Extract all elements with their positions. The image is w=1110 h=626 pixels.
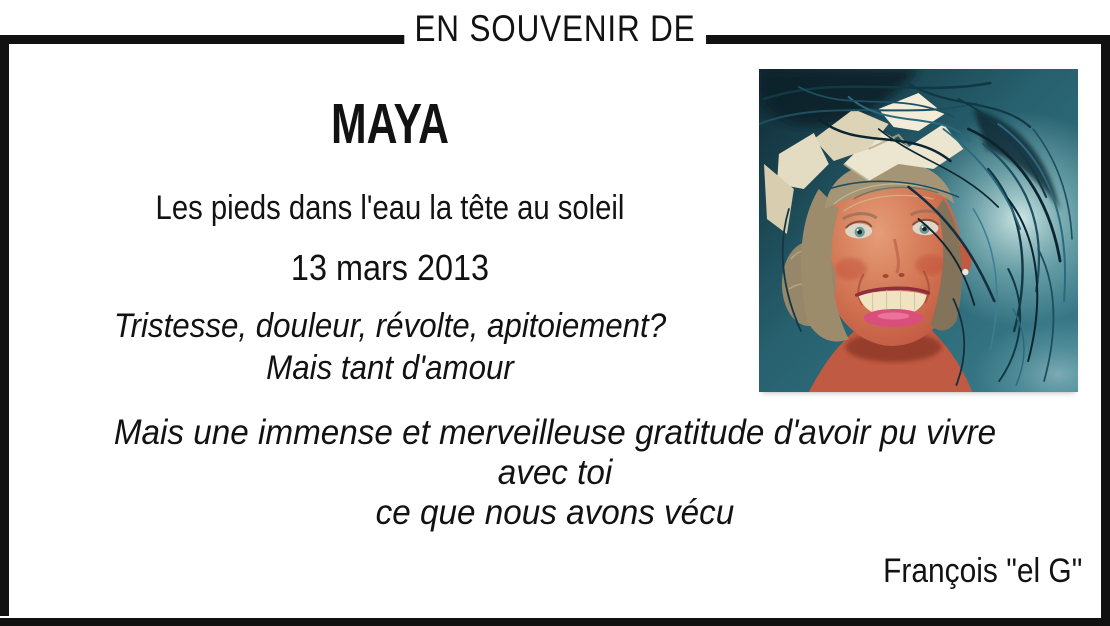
- card-border-right: [1101, 35, 1110, 618]
- portrait-illustration: [759, 69, 1078, 392]
- date-line: 13 mars 2013: [290, 247, 490, 288]
- verse-two-line-3: ce que nous avons vécu: [375, 493, 735, 532]
- signature: François "el G": [882, 552, 1082, 590]
- verse-two-line-1: Mais une immense et merveilleuse gratitude d'avoir pu vivre: [113, 413, 997, 452]
- card-border-left: [0, 35, 9, 616]
- verse-two: [36, 413, 1073, 533]
- verse-one: [86, 305, 693, 389]
- memorial-photo: [759, 69, 1078, 392]
- verse-one-line-1: Tristesse, douleur, révolte, apitoiement?: [113, 307, 667, 345]
- verse-two-line-2: avec toi: [497, 453, 613, 492]
- deceased-name: MAYA: [330, 92, 450, 156]
- epitaph-line: Les pieds dans l'eau la tête au soleil: [155, 189, 625, 227]
- earring: [962, 269, 968, 275]
- verse-one-line-2: Mais tant d'amour: [266, 349, 514, 387]
- page-title: EN SOUVENIR DE: [404, 10, 705, 47]
